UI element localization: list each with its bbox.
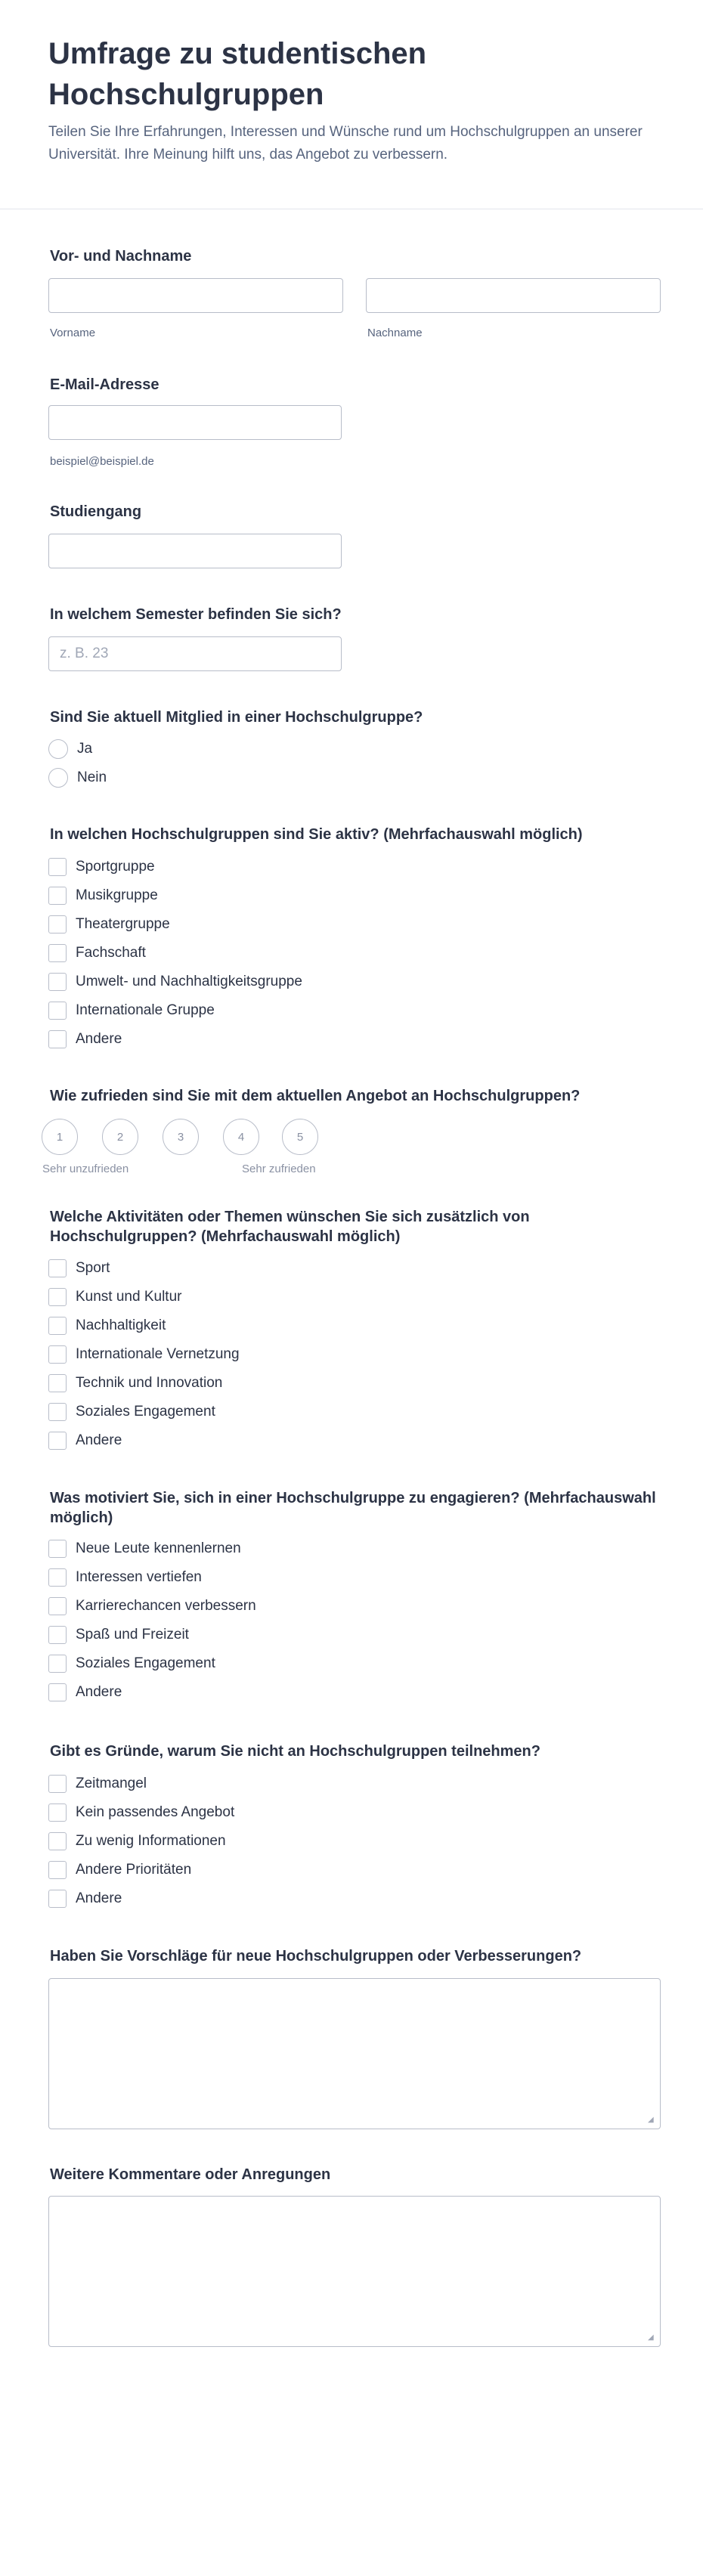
checkbox[interactable] <box>48 858 67 876</box>
checkbox-option[interactable] <box>48 1000 215 1021</box>
checkbox-option[interactable] <box>48 1373 222 1394</box>
satisfaction-label: Wie zufrieden sind Sie mit dem aktuellen Angebot an Hochschulgruppen? <box>50 1088 581 1104</box>
checkbox-option[interactable] <box>48 1802 234 1823</box>
semester-input[interactable] <box>48 636 342 671</box>
checkbox[interactable] <box>48 1655 67 1673</box>
checkbox[interactable] <box>48 973 67 991</box>
first-name-sublabel: Vorname <box>50 327 96 339</box>
email-input[interactable] <box>48 405 342 440</box>
checkbox-label: Soziales Engagement <box>76 1655 215 1671</box>
checkbox-option[interactable] <box>48 1029 122 1050</box>
checkbox-label: Zeitmangel <box>76 1776 147 1791</box>
checkbox[interactable] <box>48 1626 67 1644</box>
form-header <box>48 33 661 166</box>
checkbox-label: Nachhaltigkeit <box>76 1317 166 1333</box>
radio-button[interactable] <box>48 768 68 788</box>
checkbox-option[interactable] <box>48 1653 215 1674</box>
checkbox-label: Interessen vertiefen <box>76 1569 202 1585</box>
checkbox[interactable] <box>48 915 67 933</box>
checkbox[interactable] <box>48 1374 67 1392</box>
checkbox-option[interactable] <box>48 1682 122 1703</box>
checkbox-label: Sport <box>76 1260 110 1276</box>
activities-label: Welche Aktivitäten oder Themen wünschen Sie sich zusätzlich von Hochschulgruppen? (Mehrfachauswahl möglich) <box>50 1209 530 1245</box>
checkbox-option[interactable] <box>48 1401 215 1423</box>
checkbox-option[interactable] <box>48 971 302 992</box>
suggestions-textarea[interactable] <box>48 1978 661 2129</box>
checkbox-label: Kein passendes Angebot <box>76 1804 235 1820</box>
comments-label: Weitere Kommentare oder Anregungen <box>50 2166 331 2183</box>
checkbox-option[interactable] <box>48 1773 147 1794</box>
studiengang-label: Studiengang <box>50 503 142 520</box>
checkbox[interactable] <box>48 944 67 962</box>
checkbox-label: Andere <box>76 1031 122 1047</box>
checkbox-option[interactable] <box>48 1286 181 1308</box>
rating-high-label: Sehr zufrieden <box>242 1163 316 1175</box>
checkbox-label: Fachschaft <box>76 945 146 961</box>
resize-grip-icon[interactable]: ◢ <box>648 2333 654 2342</box>
first-name-input[interactable] <box>48 278 343 313</box>
motivation-label: Was motiviert Sie, sich in einer Hochschulgruppe zu engagieren? (Mehrfachauswahl möglich) <box>50 1490 656 1526</box>
comments-textarea[interactable] <box>48 2196 661 2347</box>
semester-label: In welchem Semester befinden Sie sich? <box>50 606 342 623</box>
checkbox-label: Andere <box>76 1684 122 1700</box>
radio-label: Nein <box>77 769 107 785</box>
checkbox-label: Spaß und Freizeit <box>76 1627 189 1643</box>
checkbox-option[interactable] <box>48 1430 122 1451</box>
checkbox[interactable] <box>48 1403 67 1421</box>
checkbox-option[interactable] <box>48 1888 122 1909</box>
checkbox-label: Karrierechancen verbessern <box>76 1598 256 1614</box>
checkbox[interactable] <box>48 1832 67 1850</box>
checkbox-option[interactable] <box>48 943 146 964</box>
checkbox[interactable] <box>48 1804 67 1822</box>
checkbox-label: Andere <box>76 1432 122 1448</box>
suggestions-label: Haben Sie Vorschläge für neue Hochschulgruppen oder Verbesserungen? <box>50 1948 582 1965</box>
checkbox-label: Zu wenig Informationen <box>76 1833 226 1849</box>
checkbox[interactable] <box>48 1683 67 1701</box>
rating-low-label: Sehr unzufrieden <box>42 1163 129 1175</box>
rating-option-5[interactable]: 5 <box>282 1119 318 1155</box>
email-sublabel: beispiel@beispiel.de <box>50 455 154 468</box>
last-name-input[interactable] <box>366 278 661 313</box>
studiengang-input[interactable] <box>48 534 342 568</box>
form-title: Umfrage zu studentischen Hochschulgruppen <box>48 37 427 111</box>
resize-grip-icon[interactable]: ◢ <box>648 2116 654 2124</box>
checkbox-label: Musikgruppe <box>76 887 158 903</box>
checkbox-label: Kunst und Kultur <box>76 1289 182 1305</box>
rating-option-4[interactable]: 4 <box>223 1119 259 1155</box>
checkbox-label: Internationale Gruppe <box>76 1002 215 1018</box>
rating-option-3[interactable]: 3 <box>163 1119 199 1155</box>
reasons-label: Gibt es Gründe, warum Sie nicht an Hochschulgruppen teilnehmen? <box>50 1743 540 1760</box>
checkbox-option[interactable] <box>48 1859 191 1881</box>
radio-option[interactable] <box>48 738 92 760</box>
checkbox[interactable] <box>48 1597 67 1615</box>
checkbox-option[interactable] <box>48 1831 226 1852</box>
checkbox-label: Andere <box>76 1890 122 1906</box>
checkbox-label: Internationale Vernetzung <box>76 1346 240 1362</box>
checkbox-label: Andere Prioritäten <box>76 1862 192 1878</box>
rating-option-1[interactable]: 1 <box>42 1119 78 1155</box>
checkbox-label: Theatergruppe <box>76 916 170 932</box>
checkbox-label: Neue Leute kennenlernen <box>76 1540 241 1556</box>
checkbox[interactable] <box>48 1432 67 1450</box>
radio-button[interactable] <box>48 739 68 759</box>
checkbox-option[interactable] <box>48 885 158 906</box>
checkbox[interactable] <box>48 1317 67 1335</box>
radio-label: Ja <box>77 741 93 757</box>
last-name-sublabel: Nachname <box>367 327 423 339</box>
checkbox-label: Technik und Innovation <box>76 1375 223 1391</box>
groups-label: In welchen Hochschulgruppen sind Sie aktiv? (Mehrfachauswahl möglich) <box>50 826 583 843</box>
checkbox-option[interactable] <box>48 1344 240 1365</box>
checkbox-label: Sportgruppe <box>76 859 155 875</box>
checkbox-option[interactable] <box>48 1596 256 1617</box>
checkbox-label: Umwelt- und Nachhaltigkeitsgruppe <box>76 974 302 989</box>
checkbox-option[interactable] <box>48 914 170 935</box>
checkbox[interactable] <box>48 1288 67 1306</box>
checkbox[interactable] <box>48 1861 67 1879</box>
checkbox-label: Soziales Engagement <box>76 1404 215 1420</box>
checkbox[interactable] <box>48 1259 67 1277</box>
checkbox[interactable] <box>48 1540 67 1558</box>
rating-option-2[interactable]: 2 <box>102 1119 138 1155</box>
checkbox[interactable] <box>48 1030 67 1048</box>
checkbox[interactable] <box>48 887 67 905</box>
form-subtitle: Teilen Sie Ihre Erfahrungen, Interessen und Wünsche rund um Hochschulgruppen an unserer Universität. Ihre Meinung hilft uns, das Angebot zu verbessern. <box>48 124 643 163</box>
checkbox-option[interactable] <box>48 1538 241 1559</box>
checkbox[interactable] <box>48 1568 67 1587</box>
checkbox[interactable] <box>48 1890 67 1908</box>
checkbox-option[interactable] <box>48 1624 189 1646</box>
member-label: Sind Sie aktuell Mitglied in einer Hochschulgruppe? <box>50 709 423 726</box>
email-label: E-Mail-Adresse <box>50 376 159 393</box>
checkbox[interactable] <box>48 1775 67 1793</box>
radio-option[interactable] <box>48 767 107 788</box>
checkbox-option[interactable] <box>48 1567 202 1588</box>
checkbox-option[interactable] <box>48 1258 110 1279</box>
checkbox-option[interactable] <box>48 856 155 878</box>
checkbox[interactable] <box>48 1345 67 1364</box>
name-label: Vor- und Nachname <box>50 248 192 265</box>
checkbox[interactable] <box>48 1002 67 1020</box>
checkbox-option[interactable] <box>48 1315 166 1336</box>
